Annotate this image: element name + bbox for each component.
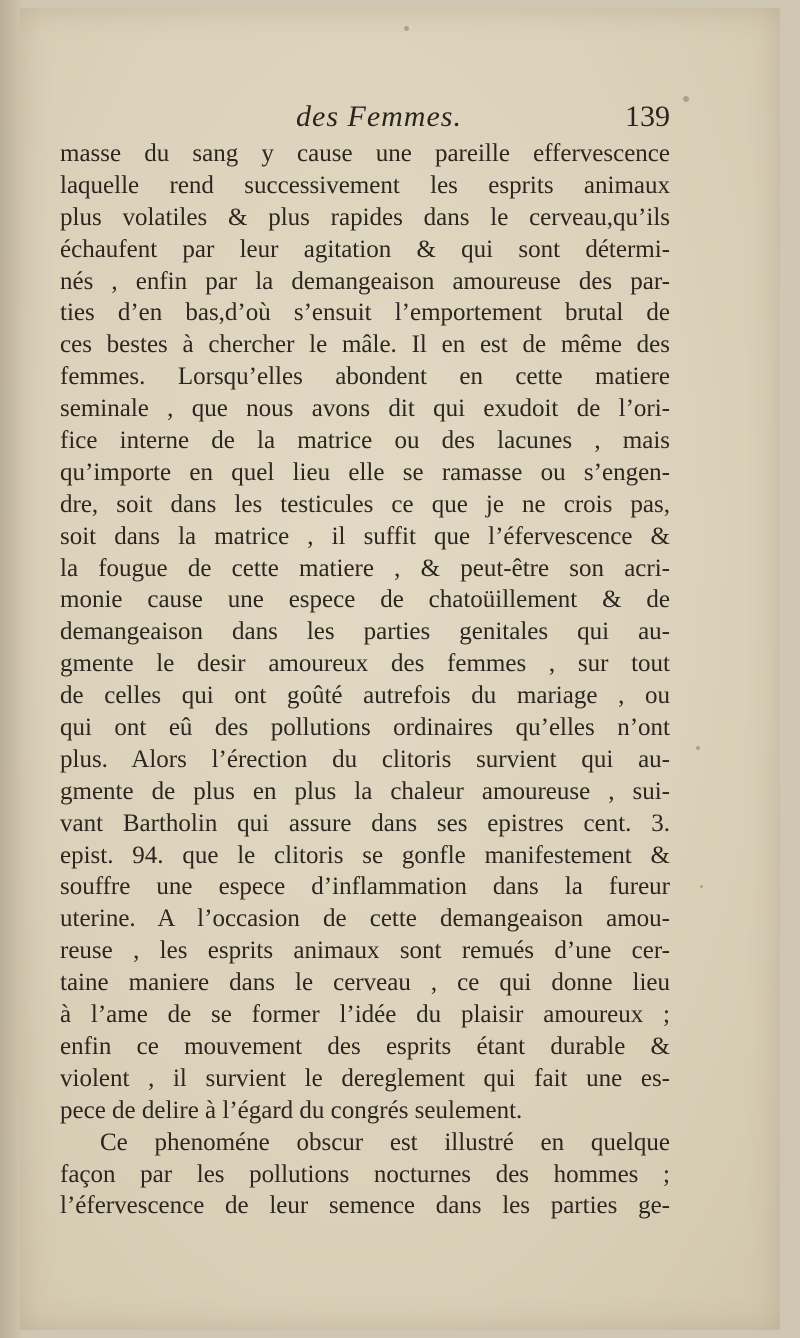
running-title: des Femmes.: [296, 100, 462, 133]
text-line: epist. 94. que le clitoris se gonfle manifestement &: [60, 841, 670, 869]
text-line: dre, soit dans les testicules ce que je ne crois pas,: [60, 490, 670, 518]
page-number: 139: [625, 100, 670, 133]
text-line: masse du sang y cause une pareille effervescence: [60, 140, 670, 167]
text-line: souffre une espece d’inflammation dans la fureur: [60, 873, 670, 901]
text-line: la fougue de cette matiere , & peut-être son acri-: [60, 554, 670, 582]
text-line: taine maniere dans le cerveau , ce qui donne lieu: [60, 969, 670, 997]
text-line: plus. Alors l’érection du clitoris survient qui au-: [60, 745, 670, 773]
text-line: reuse , les esprits animaux sont remués d’une cer-: [60, 937, 670, 965]
body-text: [60, 138, 670, 1222]
text-line: uterine. A l’occasion de cette demangeaison amou-: [60, 905, 670, 933]
text-line: gmente le desir amoureux des femmes , sur tout: [60, 650, 670, 678]
text-line: qu’importe en quel lieu elle se ramasse ou s’engen-: [60, 458, 670, 486]
text-line: femmes. Lorsqu’elles abondent en cette matiere: [60, 363, 670, 391]
paper-speck: [683, 96, 689, 102]
paragraph-first-line: Ce phenoméne obscur est illustré en quelque: [100, 1128, 670, 1156]
text-line: enfin ce mouvement des esprits étant durable &: [60, 1032, 670, 1060]
text-line: de celles qui ont goûté autrefois du mariage , ou: [60, 682, 670, 710]
text-line: gmente de plus en plus la chaleur amoureuse , sui-: [60, 777, 670, 805]
text-line: fice interne de la matrice ou des lacunes , mais: [60, 427, 670, 455]
running-head: [60, 100, 670, 140]
text-line: demangeaison dans les parties genitales qui au-: [60, 618, 670, 646]
text-line: façon par les pollutions nocturnes des hommes ;: [60, 1160, 670, 1188]
paper-speck: [404, 26, 409, 31]
paper-speck: [700, 885, 703, 888]
text-line: seminale , que nous avons dit qui exudoit de l’ori-: [60, 395, 670, 423]
text-line: pece de delire à l’égard du congrés seulement.: [60, 1096, 523, 1124]
text-line: laquelle rend successivement les esprits animaux: [60, 171, 670, 199]
text-line: ces bestes à chercher le mâle. Il en est de même des: [60, 331, 670, 359]
text-line: soit dans la matrice , il suffit que l’éfervescence &: [60, 522, 670, 550]
text-line: plus volatiles & plus rapides dans le cerveau,qu’ils: [60, 203, 670, 231]
text-line: qui ont eû des pollutions ordinaires qu’elles n’ont: [60, 714, 670, 742]
text-line: ties d’en bas,d’où s’ensuit l’emportement brutal de: [60, 299, 670, 327]
text-line: nés , enfin par la demangeaison amoureuse des par-: [60, 267, 670, 295]
paper-speck: [696, 746, 700, 750]
text-line: l’éfervescence de leur semence dans les parties ge-: [60, 1192, 670, 1220]
text-line: vant Bartholin qui assure dans ses epistres cent. 3.: [60, 809, 670, 837]
text-line: monie cause une espece de chatoüillement & de: [60, 586, 670, 614]
text-line: échaufent par leur agitation & qui sont détermi-: [60, 235, 670, 263]
text-line: à l’ame de se former l’idée du plaisir amoureux ;: [60, 1001, 670, 1029]
text-line: violent , il survient le dereglement qui fait une es-: [60, 1064, 670, 1092]
